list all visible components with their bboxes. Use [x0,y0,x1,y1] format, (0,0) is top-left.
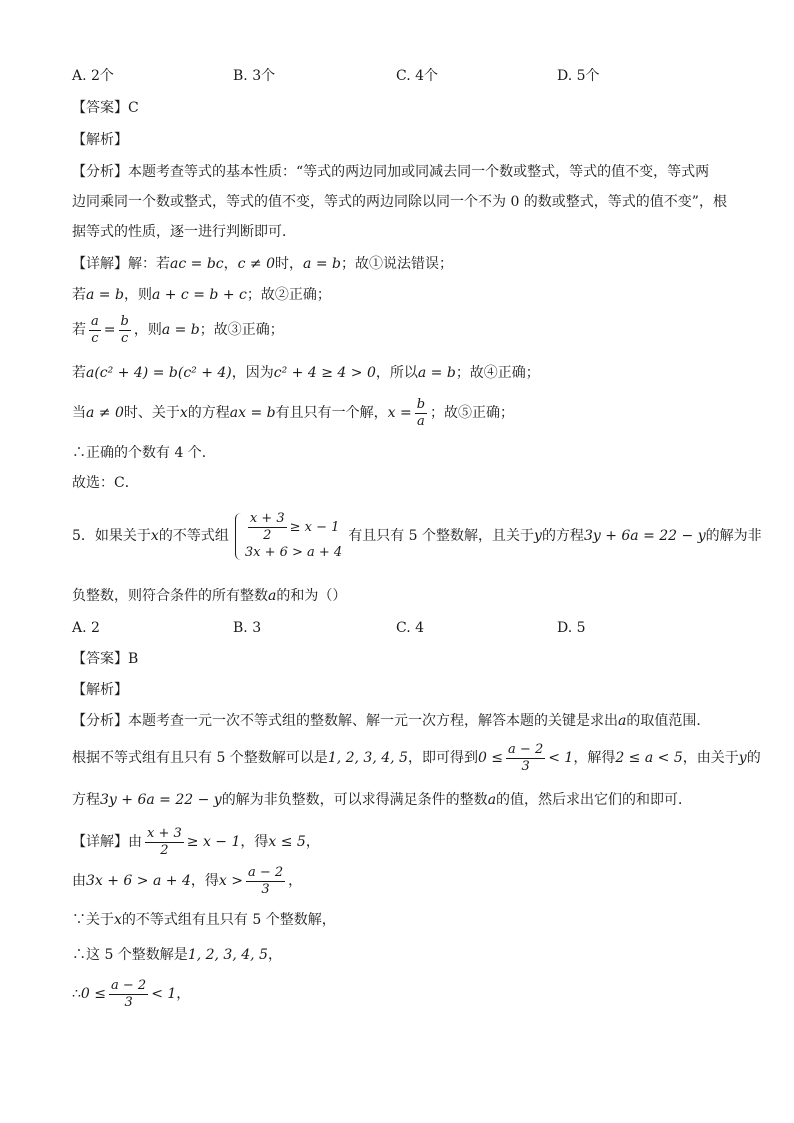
text: 时， [275,256,304,272]
numerator: b [120,313,129,329]
math: < 1 [548,750,574,766]
math: a [268,588,277,604]
q5-analysis-label: 【解析】 [72,682,128,698]
q5-detail-line2 [72,863,302,899]
text: 的值，然后求出它们的和即可． [496,792,693,808]
math: x > [218,873,243,889]
math: x [179,405,188,421]
text: ；故⑤正确； [430,405,515,421]
math: 3x + 6 > a + 4 [86,873,191,889]
fraction [119,314,131,347]
math: 3y + 6a = 22 − y [583,528,706,544]
q5-stem-line2 [72,586,346,606]
math: 2 ≤ a < 5 [615,750,683,766]
text: 方程 [72,792,100,808]
text: 时、关于 [123,405,180,421]
text: ，所以 [375,365,418,381]
text: 解：若 [128,256,170,272]
q5-option-b: B. 3 [233,620,262,636]
fraction [506,742,545,775]
answer-label: 【答案】 [72,100,128,116]
text: ∴ [72,986,81,1002]
fraction [415,397,427,430]
denominator: 2 [263,527,272,543]
q4-detail-line1 [72,254,453,274]
text: 根据不等式组有且只有 5 个整数解可以是 [72,750,328,766]
text: ，得 [240,834,269,850]
q5-fenxi-line1 [72,711,710,731]
text: ， [223,256,238,272]
text: 由 [128,834,142,850]
q5-detail-line4 [72,945,282,965]
text: ；故②正确； [246,287,331,303]
text: ， [305,834,320,850]
math: = [103,322,116,338]
q4-detail-line6: ∴正确的个数有 4 个． [72,445,216,461]
math: 3x + 6 > a + 4 [244,544,343,560]
q5-detail-line1 [72,824,320,860]
numerator: a − 2 [247,864,284,880]
numerator: x + 3 [147,825,182,841]
detail-label: 【详解】 [72,256,128,272]
text: 的不等式组 [158,528,229,544]
text: ，得 [190,873,219,889]
math: ax = b [229,405,276,421]
q4-fenxi-line2: 边同乘同一个数或整式，等式的值不变，等式的两边同除以同一个不为 0 的数或整式，等式的值不变”，根 [72,194,727,210]
sys-row-1 [245,511,342,544]
text: 的方程 [541,528,584,544]
math: ≥ x − 1 [186,834,241,850]
numerator: b [416,396,426,412]
text: ；故①说法错误； [340,256,453,272]
text: ，即可得到 [407,750,478,766]
q5-option-d: D. 5 [557,620,586,636]
text: 有且只有 5 个整数解，且关于 [348,528,535,544]
denominator: a [417,413,425,429]
text: ∴这 5 个整数解是 [72,947,188,963]
text: 若 [72,322,86,338]
text: ，因为 [231,365,274,381]
math: a(c² + 4) = b(c² + 4) [86,365,232,381]
math: y [534,528,542,544]
math: a [618,713,627,729]
text: 的和为（） [276,588,347,604]
numerator: x + 3 [249,510,285,526]
denominator: 3 [124,994,133,1010]
numerator: a − 2 [111,977,147,993]
q5-detail-line3 [72,910,336,930]
math: x [114,912,122,928]
q5-fenxi-line3 [72,790,692,810]
q4-option-b: B. 3个 [233,68,276,84]
q4-option-a: A. 2个 [72,68,114,84]
q4-analysis-label: 【解析】 [72,132,128,148]
math: 0 ≤ [80,986,107,1002]
numerator: a − 2 [508,741,544,757]
answer-value: C [128,100,139,116]
q4-detail-line5 [72,395,514,431]
q4-fenxi-line3: 据等式的性质，逐一进行判断即可． [72,224,296,240]
math: x ≤ 5 [268,834,306,850]
inequality-system [235,511,342,562]
fenxi-text: 本题考查等式的基本性质：“等式的两边同加或同减去同一个数或整式，等式的值不变，等式两 [128,164,710,180]
fraction [109,978,148,1011]
text: 5．如果关于 [72,528,151,544]
text: ，由关于 [682,750,739,766]
math: c ≠ 0 [237,256,276,272]
math: 1, 2, 3, 4, 5 [327,750,408,766]
math: c² + 4 ≥ 4 > 0 [273,365,376,381]
q5-detail-line5 [72,976,190,1012]
denominator: c [121,330,129,346]
text: 的解为非负整数，可以求得满足条件的整数 [221,792,488,808]
q4-option-c: C. 4个 [396,68,439,84]
text: ∵关于 [72,912,114,928]
q5-fenxi-line2 [72,740,761,776]
q5-answer [72,649,138,669]
text: ，则 [123,287,152,303]
text: ；故③正确； [199,322,284,338]
text: 负整数，则符合条件的所有整数 [72,588,268,604]
text: 的不等式组有且只有 5 个整数解， [121,912,336,928]
text: 的解为非 [705,528,762,544]
denominator: 3 [521,758,530,774]
text: 的取值范围． [626,713,711,729]
math: ac = bc [170,256,224,272]
math: a = b [161,322,200,338]
text: 有且只有一个解， [275,405,388,421]
q5-stem-line1 [72,504,762,568]
text: 的 [746,750,761,766]
q4-detail-line2 [72,285,331,305]
q4-option-d: D. 5个 [557,68,600,84]
denominator: c [91,330,99,346]
math: a = b [303,256,341,272]
brace [235,513,244,560]
text: ，则 [133,322,162,338]
text: ， [176,986,191,1002]
math: x = [387,405,412,421]
math: a = b [417,365,456,381]
math: x [150,528,159,544]
fenxi-label: 【分析】 [72,164,128,180]
text: ， [267,947,282,963]
q4-answer [72,98,139,118]
text: 当 [72,405,86,421]
fraction [246,865,285,898]
q4-detail-line7: 故选：C． [72,475,139,491]
math: 3y + 6a = 22 − y [100,792,222,808]
math: a [487,792,497,808]
text: ， [288,873,303,889]
fraction [145,826,184,859]
math: y [738,750,747,766]
denominator: 2 [160,842,169,858]
q4-detail-line3 [72,312,284,348]
numerator: a [91,313,99,329]
text: 由 [72,873,86,889]
fraction [248,511,287,544]
q5-option-a: A. 2 [72,620,100,636]
math: a = b [86,287,124,303]
math: ≥ x − 1 [289,519,340,535]
math: a + c = b + c [151,287,247,303]
math: < 1 [151,986,177,1002]
fraction [89,314,101,347]
answer-value: B [128,651,139,667]
q5-option-c: C. 4 [396,620,425,636]
detail-label: 【详解】 [72,834,128,850]
denominator: 3 [261,881,270,897]
text: ，解得 [573,750,616,766]
q4-fenxi-line1 [72,162,709,182]
math: 1, 2, 3, 4, 5 [187,947,268,963]
fenxi-label: 【分析】 [72,713,128,729]
text: 的方程 [187,405,230,421]
q4-detail-line4 [72,363,540,383]
math: a ≠ 0 [86,405,124,421]
math: 0 ≤ [477,750,504,766]
answer-label: 【答案】 [72,651,128,667]
text: 若 [72,287,86,303]
text: ；故④正确； [455,365,540,381]
text: 若 [72,365,86,381]
sys-row-2 [245,544,342,562]
text: 本题考查一元一次不等式组的整数解、解一元一次方程，解答本题的关键是求出 [128,713,618,729]
